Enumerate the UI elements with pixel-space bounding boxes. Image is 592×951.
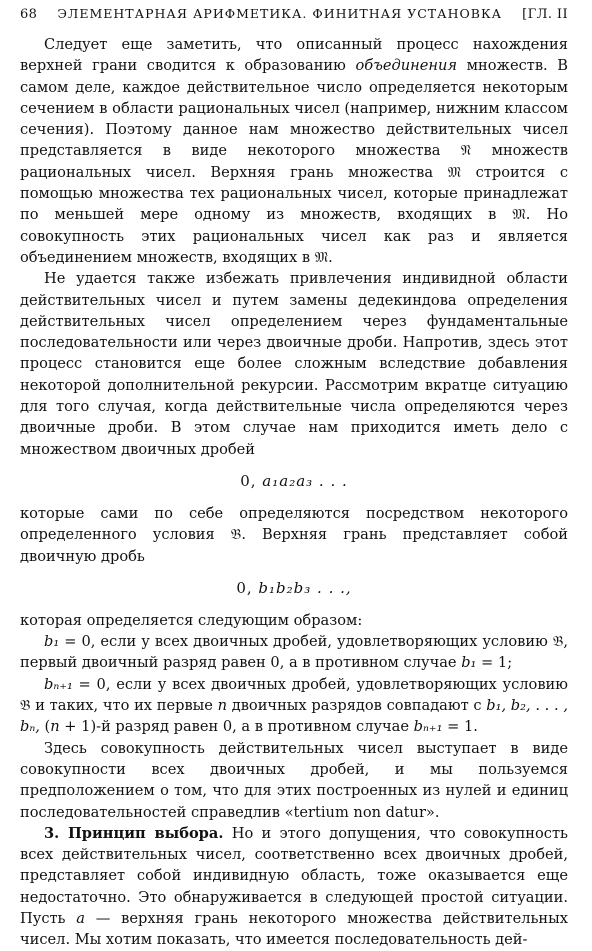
math-var: a xyxy=(76,909,85,927)
math-var: bₙ₊₁ xyxy=(44,675,73,693)
definition-b1 xyxy=(20,631,568,674)
formula-expression: a₁a₂a₃ . . . xyxy=(262,471,348,490)
formula-binary-fraction-a xyxy=(20,470,568,492)
paragraph-choice-principle xyxy=(20,823,568,951)
chapter-mark: [ГЛ. II xyxy=(522,7,568,22)
text-run: ( xyxy=(39,718,51,736)
emphasis-union: объединения xyxy=(355,57,458,75)
running-header xyxy=(20,6,568,22)
paragraph-condition: которые сами по себе определяются посредством некоторого определенного условия 𝔅. Верхняя грань представляет собой двоичную дробь xyxy=(20,504,568,565)
page-number: 68 xyxy=(20,7,38,22)
text-run: = 0, если у всех двоичных дробей, удовлетворяющих условию 𝔅, первый двоичный разряд равен 0, а в противном случае xyxy=(20,633,568,672)
formula-binary-fraction-b xyxy=(20,577,568,599)
paragraph-tertium-non-datur: Здесь совокупность действительных чисел выступает в виде совокупности всех двоичных дробей, и мы пользуемся предположением о том, что для этих построенных из нулей и единиц последовательностей справедлив «tertium non datur». xyxy=(20,739,568,821)
text-run: — верхняя грань некоторого множества действительных чисел. Мы хотим показать, что имеется последовательность дей- xyxy=(20,909,569,949)
text-run: Но и этого допущения, что совокупность всех действительных чисел, соответственно всех двоичных дробей, представляет собой индивидную область, тоже оказывается еще недостаточно. Это обнаруживается в следующей простой ситуации. Пусть xyxy=(20,824,568,927)
formula-lead: 0, xyxy=(240,471,263,490)
text-run: = 0, если у всех двоичных дробей, удовлетворяющих условию 𝔅 и таких, что их первые xyxy=(20,675,568,715)
definition-bn1 xyxy=(20,674,568,738)
formula-lead: 0, xyxy=(236,578,259,597)
math-var: n xyxy=(50,718,60,736)
text-run: Следует еще заметить, что описанный процесс нахождения верхней грани сводится к образованию xyxy=(20,36,568,75)
paragraph-defined-as: которая определяется следующим образом: xyxy=(20,611,363,629)
math-sequence: b₁, b₂, . . . , bₙ, xyxy=(20,697,568,736)
text-run: = 1. xyxy=(442,718,478,736)
text-run: двоичных разрядов совпадают с xyxy=(227,697,487,715)
math-var: b₁ xyxy=(461,654,477,672)
math-var: n xyxy=(217,697,228,715)
paragraph-individual-domain: Не удается также избежать привлечения индивидной области действительных чисел и путем замены дедекиндова определения действительных чисел определением через фундаментальные последовательности или через двоичные дроби. Напротив, здесь этот процесс становится еще более сложным вследствие добавления некоторой дополнительной рекурсии. Рассмотрим вкратце ситуацию для того случая, когда действительные числа определяются через двоичные дроби. В этом случае нам приходится иметь дело с множеством двоичных дробей xyxy=(20,270,568,458)
running-title: ЭЛЕМЕНТАРНАЯ АРИФМЕТИКА. ФИНИТНАЯ УСТАНОВКА xyxy=(57,6,503,21)
text-run: + 1)-й разряд равен 0, а в противном случае xyxy=(59,718,414,736)
text-run: множеств. В самом деле, каждое действительное число определяется некоторым сечением в области рациональных чисел (например, нижним классом сечения). Поэтому данное нам множество действительных чисел представляется в виде некоторого множества 𝔑 множеств рациональных чисел. Верхняя грань множества 𝔐 строится с помощью множества тех рациональных чисел, которые принадлежат по меньшей мере одному из множеств, входящих в 𝔐. Но совокупность этих рациональных чисел как раз и является объединением множеств, входящих в 𝔐. xyxy=(20,57,568,266)
paragraph-union xyxy=(20,34,568,268)
text-run: = 1; xyxy=(476,654,513,672)
math-var: bₙ₊₁ xyxy=(413,718,443,736)
section-heading: 3. Принцип выбора. xyxy=(44,824,224,842)
math-var: b₁ xyxy=(44,633,60,651)
formula-expression: b₁b₂b₃ . . ., xyxy=(258,578,352,597)
